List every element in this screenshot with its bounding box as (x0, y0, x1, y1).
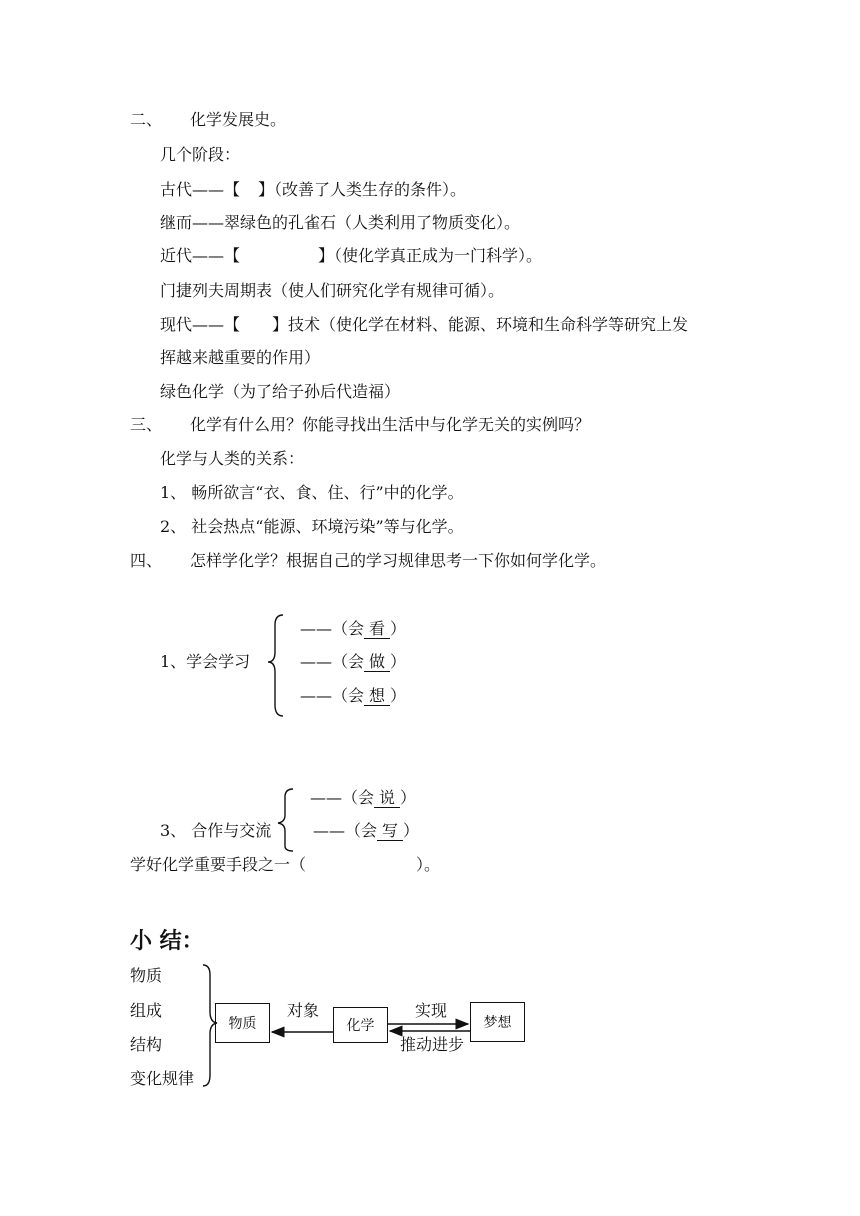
box-chemistry: 化学 (333, 1007, 388, 1043)
brace-learn (268, 615, 283, 716)
stage-ancient-suffix: 】（改善了人类生存的条件）。 (258, 180, 467, 199)
stage-ancient-prefix: 古代——【 (160, 180, 241, 199)
learn-label: 1、学会学习 (160, 652, 251, 671)
learn-answer-think: 想 (364, 687, 390, 706)
label-realize: 实现 (415, 1001, 448, 1020)
relation-intro: 化学与人类的关系： (160, 449, 305, 468)
learn-answer-look: 看 (364, 620, 390, 639)
box-dream: 梦想 (470, 1002, 525, 1042)
stage-contemporary-prefix: 现代——【 (160, 315, 241, 334)
stage-green: 绿色化学（为了给子孙后代造福） (160, 382, 401, 401)
section-2-title: 化学发展史。 (190, 110, 287, 129)
section-3-title: 化学有什么用？你能寻找出生活中与化学无关的实例吗？ (190, 415, 591, 434)
coop-item-speak: ——（会 说 ） (310, 788, 417, 807)
learn-item-look: ——（会 看 ） (300, 619, 407, 638)
coop-answer-speak: 说 (374, 789, 400, 808)
section-3-number: 三、 (130, 415, 163, 434)
summary-list-item: 组成 (130, 1001, 163, 1020)
summary-list-item: 变化规律 (130, 1069, 195, 1088)
learn-item-think: ——（会 想 ） (300, 686, 407, 705)
learn-answer-do: 做 (364, 653, 390, 672)
stage-then: 继而——翠绿色的孔雀石（人类利用了物质变化）。 (160, 213, 521, 232)
coop-label: 3、 合作与交流 (160, 821, 272, 840)
section-4-title: 怎样学化学？根据自己的学习规律思考一下你如何学化学。 (190, 551, 607, 570)
stage-modern-prefix: 近代——【 (160, 246, 241, 265)
stages-intro: 几个阶段： (160, 145, 241, 164)
relation-item-1: 1、 畅所欲言“衣、食、住、行”中的化学。 (160, 483, 464, 502)
stage-contemporary-continued: 挥越来越重要的作用） (160, 348, 321, 367)
box-matter: 物质 (215, 1003, 270, 1043)
brace-summary (203, 965, 217, 1086)
stage-contemporary-suffix: 】技术（使化学在材料、能源、环境和生命科学等研究上发 (272, 315, 689, 334)
summary-list-item: 物质 (130, 966, 163, 985)
coop-item-write: ——（会 写 ） (313, 821, 420, 840)
key-means-line: 学好化学重要手段之一（ ）。 (130, 855, 441, 874)
coop-answer-write: 写 (377, 822, 403, 841)
stage-modern-suffix: 】（使化学真正成为一门科学）。 (318, 246, 543, 265)
relation-item-2: 2、 社会热点“能源、环境污染”等与化学。 (160, 517, 464, 536)
section-2-number: 二、 (130, 110, 163, 129)
learn-item-do: ——（会 做 ） (300, 652, 407, 671)
brace-coop (278, 789, 293, 851)
label-object: 对象 (287, 1001, 320, 1020)
stage-mendeleev: 门捷列夫周期表（使人们研究化学有规律可循）。 (160, 281, 505, 300)
summary-heading: 小 结： (130, 928, 204, 954)
label-promote: 推动进步 (400, 1035, 465, 1054)
summary-list-item: 结构 (130, 1035, 163, 1054)
section-4-number: 四、 (130, 551, 163, 570)
